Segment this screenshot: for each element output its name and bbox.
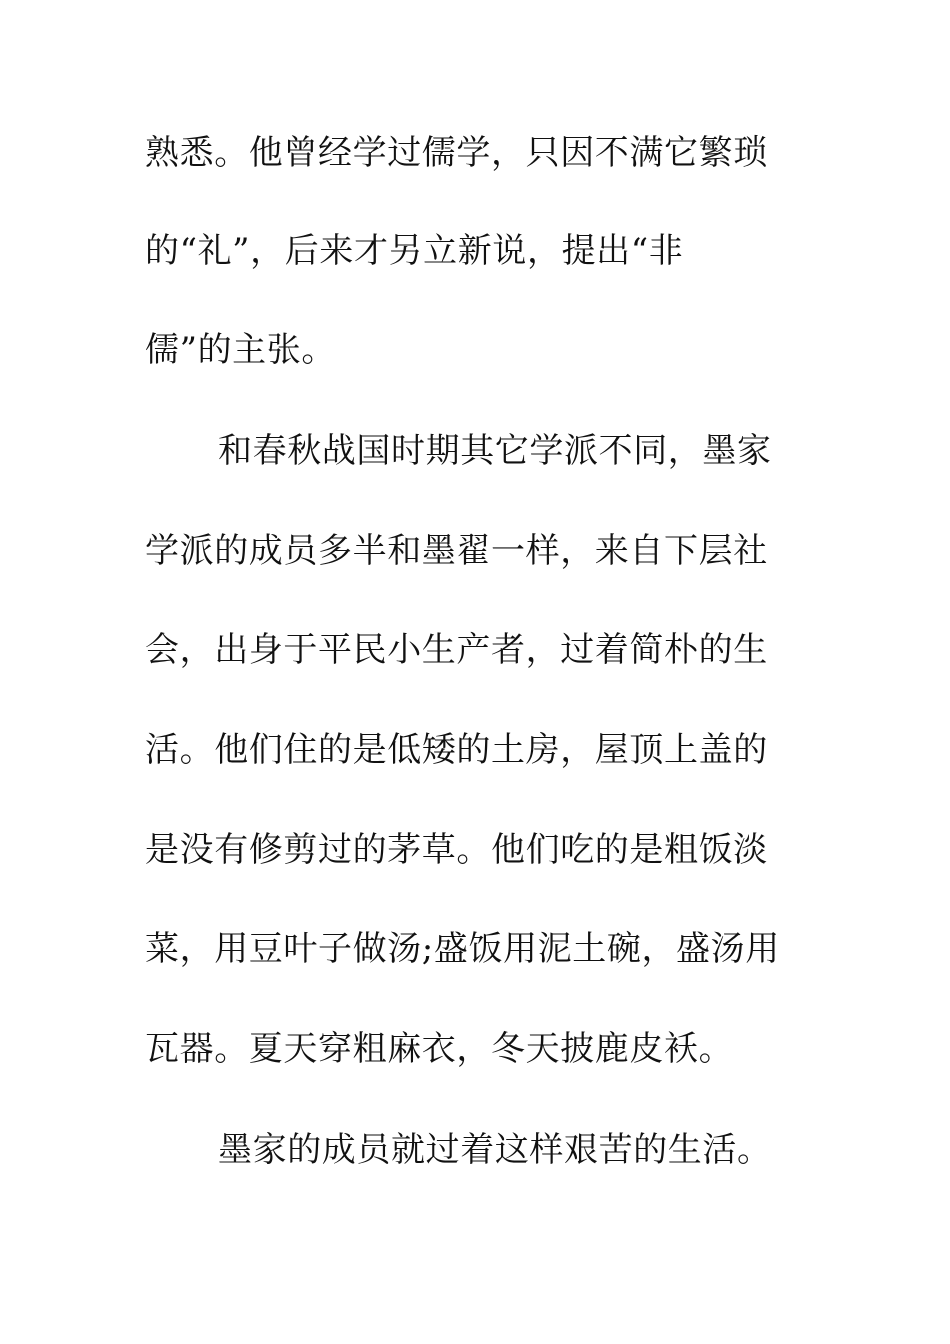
paragraph-3-line-1: 墨家的成员就过着这样艰苦的生活。 [218, 1130, 772, 1170]
text-line-5: 学派的成员多半和墨翟一样，来自下层社 [145, 531, 768, 571]
text-line-8: 是没有修剪过的茅草。他们吃的是粗饭淡 [145, 830, 768, 870]
text-line-2: 的“礼”，后来才另立新说，提出“非 [145, 231, 684, 271]
text-line-6: 会，出身于平民小生产者，过着简朴的生 [145, 630, 768, 670]
text-line-1: 熟悉。他曾经学过儒学，只因不满它繁琐 [145, 133, 768, 173]
paragraph-2-line-1: 和春秋战国时期其它学派不同，墨家 [218, 431, 772, 471]
text-line-9: 菜，用豆叶子做汤;盛饭用泥土碗，盛汤用 [145, 929, 780, 969]
text-line-7: 活。他们住的是低矮的土房，屋顶上盖的 [145, 730, 768, 770]
text-line-3: 儒”的主张。 [145, 330, 336, 370]
text-line-10: 瓦器。夏天穿粗麻衣，冬天披鹿皮袄。 [145, 1029, 734, 1069]
